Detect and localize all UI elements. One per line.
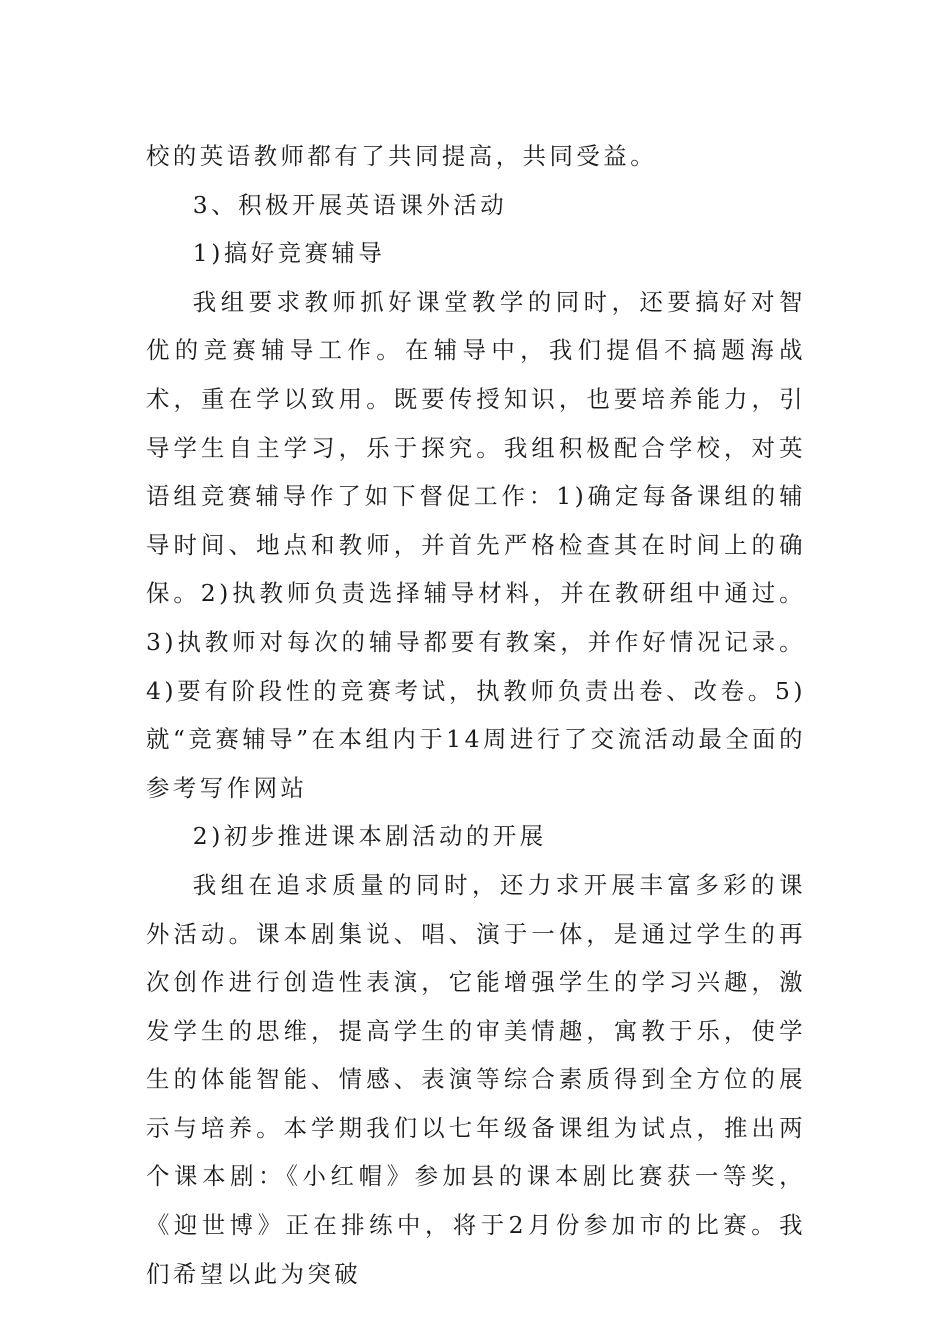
subsection-heading-textbook-drama: 2)初步推进课本剧活动的开展 bbox=[192, 822, 547, 851]
subsection-heading-competition: 1)搞好竞赛辅导 bbox=[192, 239, 386, 268]
paragraph-continuation: 校的英语教师都有了共同提高，共同受益。 bbox=[146, 142, 658, 170]
paragraph-textbook-drama: 我组在追求质量的同时，还力求开展丰富多彩的课外活动。课本剧集说、唱、演于一体，是通过学生的再次创作进行创造性表演，它能增强学生的学习兴趣，激发学生的思维，提高学生的审美情趣，寓教于乐，使学生的体能智能、情感、表演等综合素质得到全方位的展示与培养。本学期我们以七年级备课组为试点，推出两个课本剧：《小红帽》参加县的课本剧比赛获一等奖，《迎世博》正在排练中，将于2月份参加市的比赛。我们希望以此为突破 bbox=[146, 870, 806, 1288]
document-body bbox=[146, 132, 806, 1298]
paragraph-competition-tutoring: 我组要求教师抓好课堂教学的同时，还要搞好对智优的竞赛辅导工作。在辅导中，我们提倡不搞题海战术，重在学以致用。既要传授知识，也要培养能力，引导学生自主学习，乐于探究。我组积极配合学校，对英语组竞赛辅导作了如下督促工作：1)确定每备课组的辅导时间、地点和教师，并首先严格检查其在时间上的确保。2)执教师负责选择辅导材料，并在教研组中通过。3)执教师对每次的辅导都要有教案，并作好情况记录。4)要有阶段性的竞赛考试，执教师负责出卷、改卷。5)就“竞赛辅导”在本组内于14周进行了交流活动最全面的参考写作网站 bbox=[146, 287, 806, 802]
section-heading-3: 3、积极开展英语课外活动 bbox=[192, 190, 508, 219]
